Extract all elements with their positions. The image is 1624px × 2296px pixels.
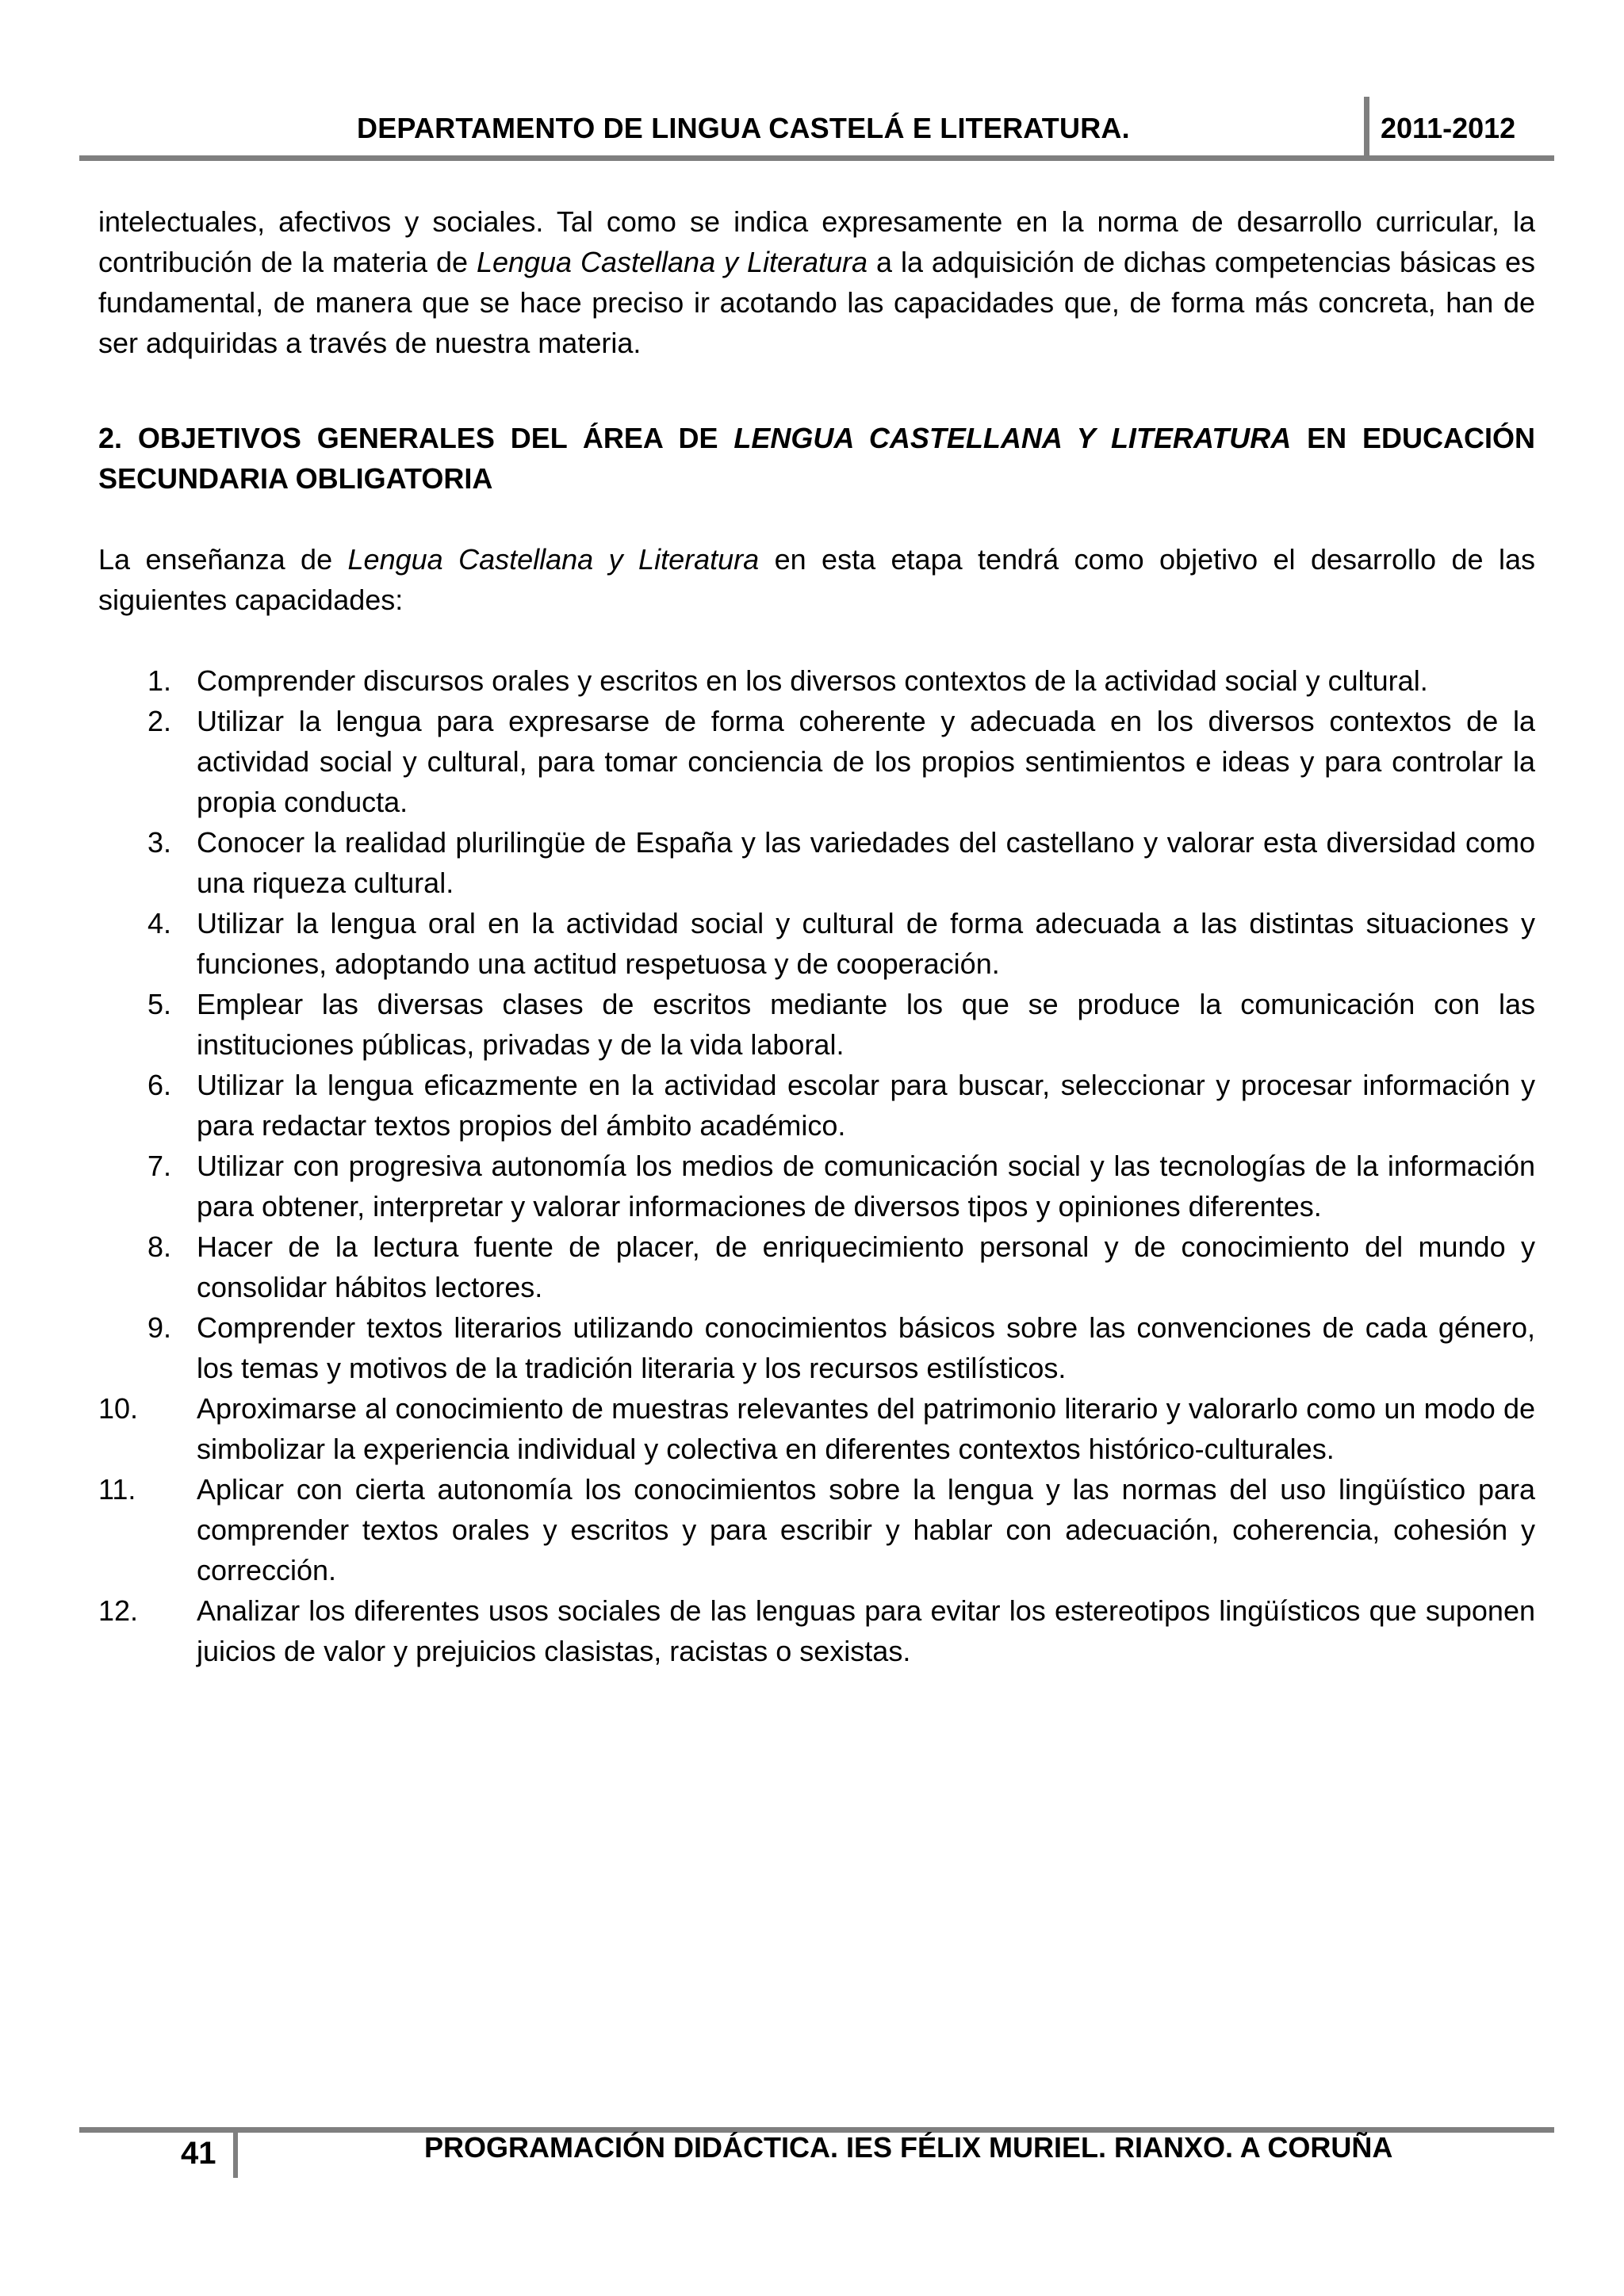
list-item	[98, 1388, 1535, 1469]
list-item-number: 4.	[147, 907, 172, 939]
list-item	[98, 822, 1535, 903]
footer-text: PROGRAMACIÓN DIDÁCTICA. IES FÉLIX MURIEL. RIANXO. A CORUÑA	[424, 2131, 1393, 2164]
list-item	[98, 984, 1535, 1065]
lead-text-2: en esta etapa tendrá como objetivo el desarrollo de las siguientes capacidades:	[98, 543, 1535, 616]
list-item-number: 11.	[98, 1473, 136, 1506]
footer-divider	[233, 2127, 238, 2178]
list-item-text: Aplicar con cierta autonomía los conocimientos sobre la lengua y las normas del uso lingüístico para comprender textos orales y escritos y para escribir y hablar con adecuación, coherencia, cohesión y corrección.	[197, 1473, 1535, 1586]
list-item	[98, 1146, 1535, 1226]
intro-italic: Lengua Castellana y Literatura	[476, 246, 868, 278]
list-item-text: Analizar los diferentes usos sociales de las lenguas para evitar los estereotipos lingüísticos que suponen juicios de valor y prejuicios clasistas, racistas o sexistas.	[197, 1594, 1535, 1667]
list-item	[98, 1226, 1535, 1307]
header-divider	[1364, 97, 1369, 160]
list-item-number: 2.	[147, 705, 172, 737]
list-item-number: 7.	[147, 1150, 172, 1182]
list-item-number: 6.	[147, 1069, 172, 1101]
intro-text-1: intelectuales, afectivos y sociales. Tal como se indica expresamente en la norma de desarrollo curricular, la contribución de la materia de	[98, 205, 1535, 278]
lead-paragraph	[98, 539, 1535, 620]
list-item-text: Utilizar la lengua eficazmente en la actividad escolar para buscar, seleccionar y procesar información y para redactar textos propios del ámbito académico.	[197, 1069, 1535, 1142]
list-item-number: 1.	[147, 664, 172, 697]
list-item	[98, 903, 1535, 984]
intro-paragraph	[98, 201, 1535, 363]
list-item-text: Comprender textos literarios utilizando conocimientos básicos sobre las convenciones de cada género, los temas y motivos de la tradición literaria y los recursos estilísticos.	[197, 1311, 1535, 1384]
list-item-text: Utilizar la lengua oral en la actividad social y cultural de forma adecuada a las distintas situaciones y funciones, adoptando una actitud respetuosa y de cooperación.	[197, 907, 1535, 980]
intro-text-2: a la adquisición de dichas competencias básicas es fundamental, de manera que se hace preciso ir acotando las capacidades que, de forma más concreta, han de ser adquiridas a través de nuestra materia.	[98, 246, 1535, 359]
list-item-number: 12.	[98, 1594, 139, 1627]
list-item	[98, 701, 1535, 822]
list-item-number: 8.	[147, 1230, 172, 1263]
section-heading	[98, 418, 1535, 499]
lead-text-1: La enseñanza de	[98, 543, 348, 576]
page-number: 41	[181, 2136, 216, 2171]
heading-italic: LENGUA CASTELLANA Y LITERATURA	[733, 422, 1292, 454]
list-item-text: Comprender discursos orales y escritos en los diversos contextos de la actividad social y cultural.	[197, 664, 1428, 697]
list-item-text: Aproximarse al conocimiento de muestras relevantes del patrimonio literario y valorarlo como un modo de simbolizar la experiencia individual y colectiva en diferentes contextos histórico-culturales.	[197, 1392, 1535, 1465]
list-item-text: Emplear las diversas clases de escritos mediante los que se produce la comunicación con las instituciones públicas, privadas y de la vida laboral.	[197, 988, 1535, 1061]
list-item-text: Conocer la realidad plurilingüe de España y las variedades del castellano y valorar esta diversidad como una riqueza cultural.	[197, 826, 1535, 899]
list-item	[98, 660, 1535, 701]
list-item-text: Utilizar con progresiva autonomía los medios de comunicación social y las tecnologías de la información para obtener, interpretar y valorar informaciones de diversos tipos y opiniones diferentes.	[197, 1150, 1535, 1223]
list-item-number: 10.	[98, 1392, 139, 1425]
list-item-text: Hacer de la lectura fuente de placer, de enriquecimiento personal y de conocimiento del mundo y consolidar hábitos lectores.	[197, 1230, 1535, 1303]
heading-text-2: EN EDUCACIÓN SECUNDARIA OBLIGATORIA	[98, 422, 1535, 495]
list-item-number: 5.	[147, 988, 172, 1020]
list-item	[98, 1590, 1535, 1671]
list-item-number: 3.	[147, 826, 172, 859]
objectives-list	[98, 660, 1535, 1671]
list-item	[98, 1469, 1535, 1590]
lead-italic: Lengua Castellana y Literatura	[347, 543, 760, 576]
list-item-text: Utilizar la lengua para expresarse de forma coherente y adecuada en los diversos contextos de la actividad social y cultural, para tomar conciencia de los propios sentimientos e ideas y para controlar la propia conducta.	[197, 705, 1535, 818]
heading-text-1: 2. OBJETIVOS GENERALES DEL ÁREA DE	[98, 422, 734, 454]
header-department: DEPARTAMENTO DE LINGUA CASTELÁ E LITERATURA.	[357, 112, 1130, 144]
header-rule	[79, 155, 1554, 161]
list-item	[98, 1065, 1535, 1146]
list-item	[98, 1307, 1535, 1388]
list-item-number: 9.	[147, 1311, 172, 1344]
header-year: 2011-2012	[1381, 112, 1516, 144]
